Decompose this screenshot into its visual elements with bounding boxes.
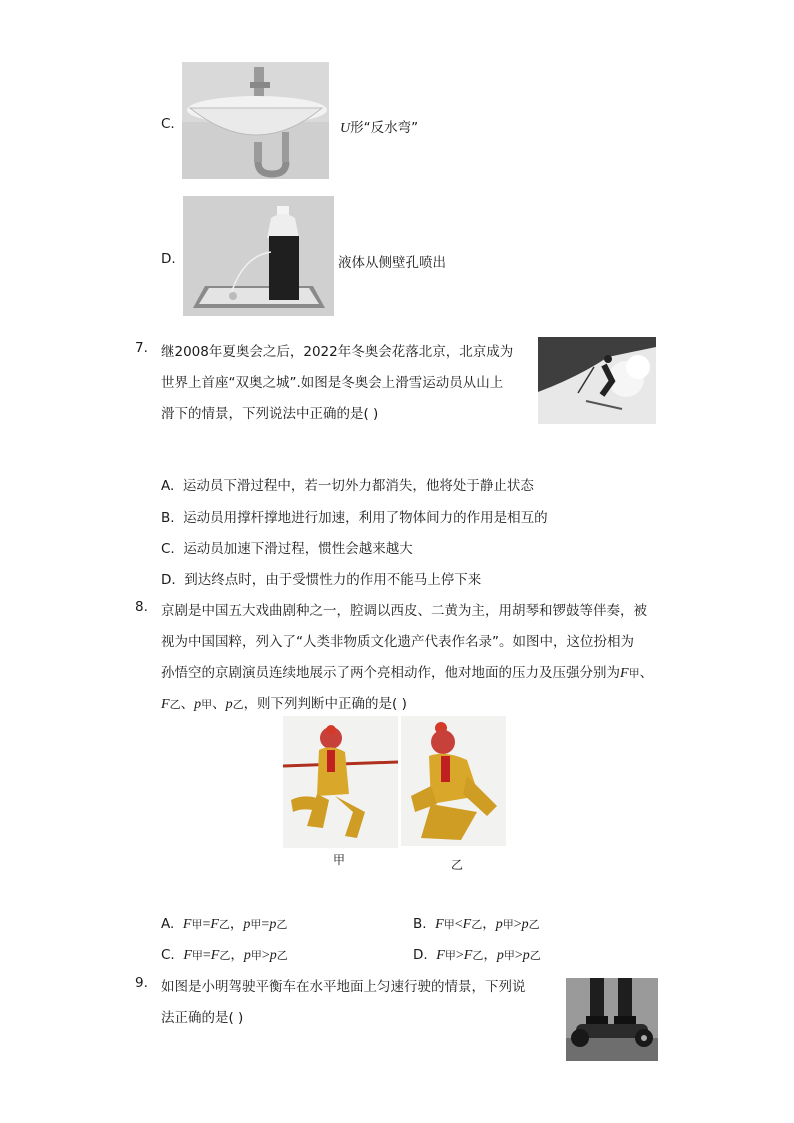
q7-stem-line-3: 滑下的情景，下列说法中正确的是( ) — [161, 406, 379, 422]
q7-option-b: B. 运动员用撑杆撑地进行加速，利用了物体间力的作用是相互的 — [161, 510, 548, 526]
q9-stem-line-1: 如图是小明驾驶平衡车在水平地面上匀速行驶的情景，下列说 — [161, 979, 526, 995]
q8-option-a: A. F甲=F乙，p甲=p乙 — [161, 916, 288, 932]
q8-stem-line-4: F乙、p甲、p乙，则下列判断中正确的是( ) — [161, 696, 407, 712]
q8-option-c: C. F甲=F乙，p甲>p乙 — [161, 947, 288, 963]
balance-scooter-photo — [566, 978, 658, 1061]
q8-figure-label-yi: 乙 — [451, 858, 464, 872]
q7-option-a: A. 运动员下滑过程中，若一切外力都消失，他将处于静止状态 — [161, 478, 534, 494]
q8-option-b: B. F甲<F乙，p甲>p乙 — [413, 916, 540, 932]
q8-stem-line-2: 视为中国国粹，列入了“人类非物质文化遗产代表作名录”。如图中，这位扮相为 — [161, 634, 634, 650]
q7-stem-line-2: 世界上首座“双奥之城”.如图是冬奥会上滑雪运动员从山上 — [161, 375, 504, 391]
opera-photo-jia — [283, 716, 398, 848]
q7-number: 7. — [135, 340, 148, 356]
q8-stem-line-1: 京剧是中国五大戏曲剧种之一，腔调以西皮、二黄为主，用胡琴和锣鼓等伴奏，被 — [161, 603, 647, 619]
q8-figure-label-jia: 甲 — [333, 853, 346, 867]
opera-photo-yi — [401, 716, 506, 846]
skier-photo — [538, 337, 656, 424]
q7-option-d: D. 到达终点时，由于受惯性力的作用不能马上停下来 — [161, 572, 482, 588]
q6-option-d-caption: 液体从侧壁孔喷出 — [338, 255, 446, 271]
q8-number: 8. — [135, 599, 148, 615]
q8-option-d: D. F甲>F乙，p甲>p乙 — [413, 947, 541, 963]
q6-option-c-letter: C. — [161, 116, 175, 132]
q7-option-c: C. 运动员加速下滑过程，惯性会越来越大 — [161, 541, 413, 557]
q9-number: 9. — [135, 975, 148, 991]
q7-stem-line-1: 继2008年夏奥会之后，2022年冬奥会花落北京，北京成为 — [161, 344, 514, 360]
q8-stem-line-3: 孙悟空的京剧演员连续地展示了两个亮相动作，他对地面的压力及压强分别为F甲、 — [161, 665, 654, 681]
q6-option-d-letter: D. — [161, 251, 176, 267]
bottle-photo — [183, 196, 334, 316]
q9-stem-line-2: 法正确的是( ) — [161, 1010, 244, 1026]
sink-photo — [182, 62, 329, 179]
q6-option-c-caption: U形“反水弯” — [340, 120, 419, 136]
